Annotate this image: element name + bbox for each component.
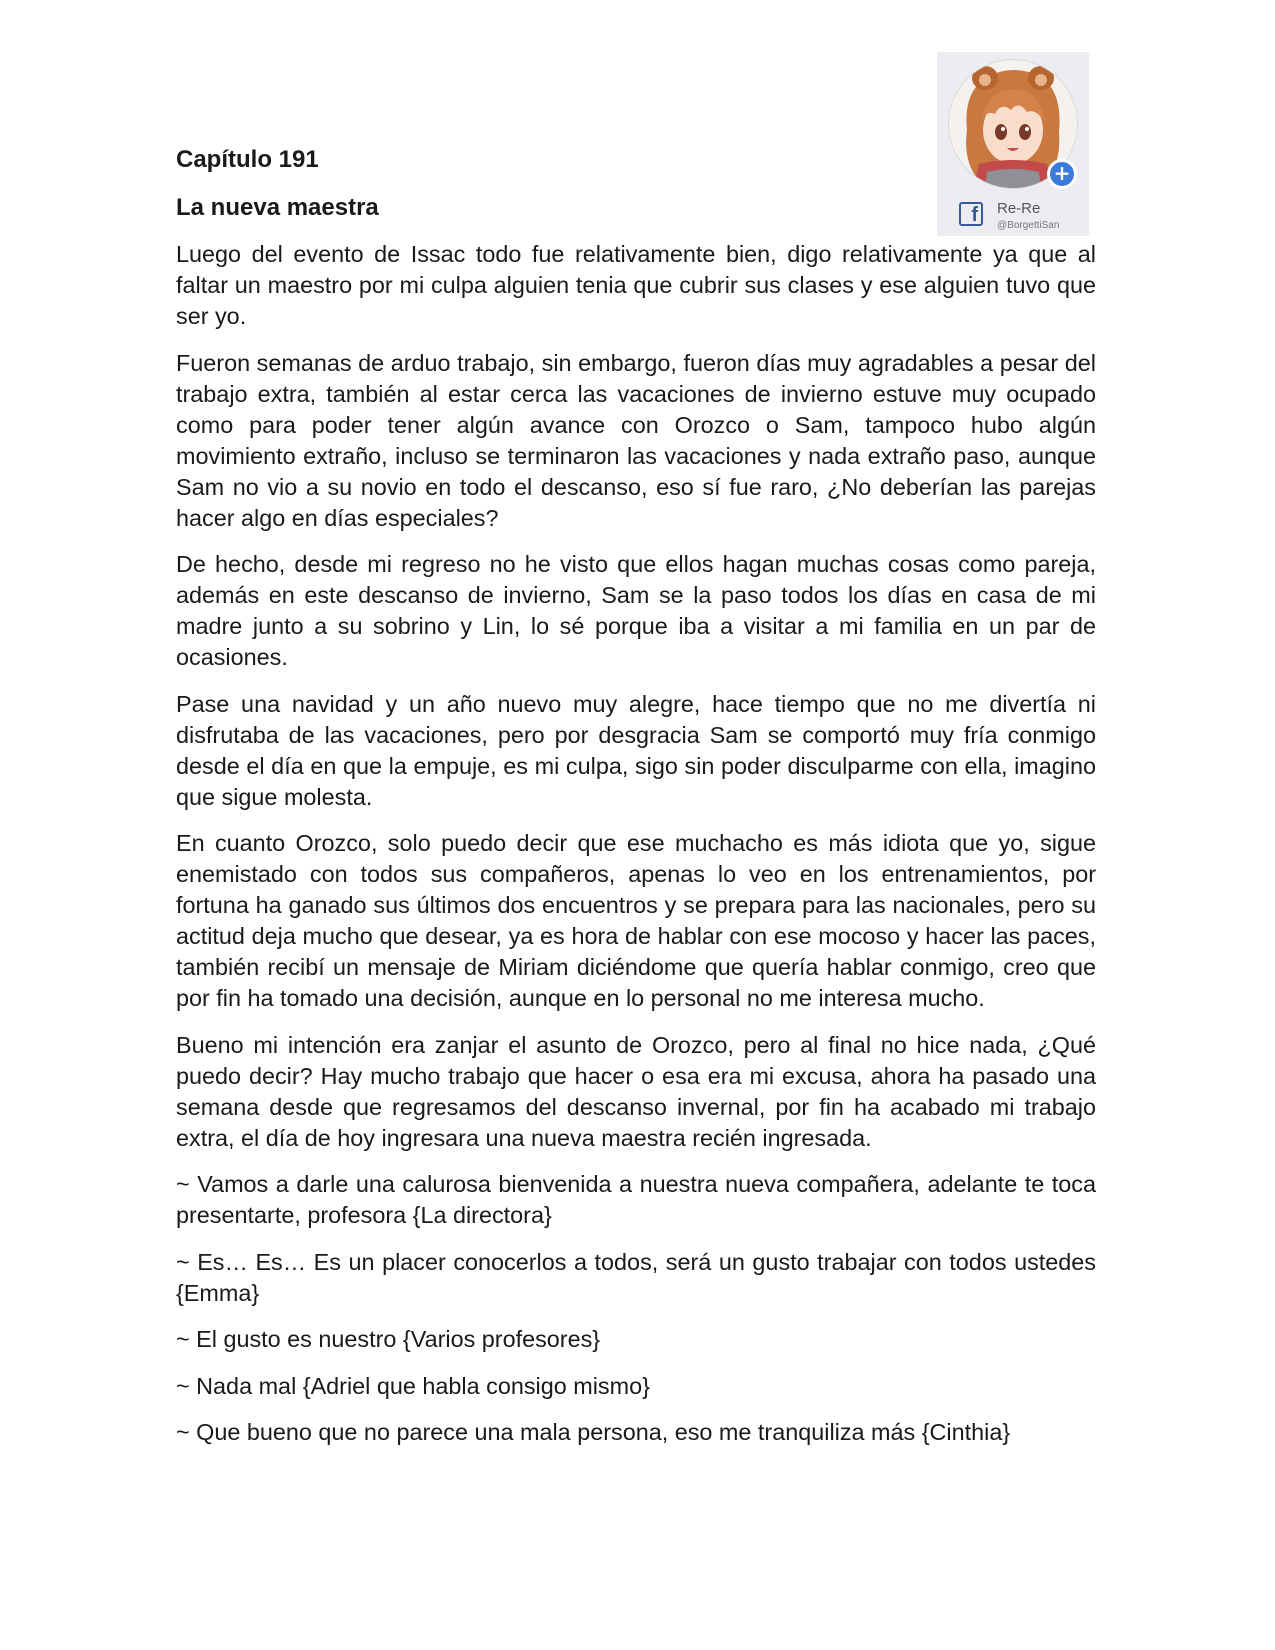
paragraph: Pase una navidad y un año nuevo muy alegre, hace tiempo que no me divertía ni disfrutaba de las vacaciones, pero por desgracia Sam se comportó muy fría conmigo desde el día en que la empuje, es mi culpa, sigo sin poder disculparme con ella, imagino que sigue molesta. (176, 690, 1096, 810)
facebook-icon: f (959, 202, 983, 226)
dialogue-line: ~ Vamos a darle una calurosa bienvenida a nuestra nueva compañera, adelante te toca presentarte, profesora {La directora} (176, 1171, 1096, 1228)
dialogue-line: ~ Es… Es… Es un placer conocerlos a todos, será un gusto trabajar con todos ustedes {Emma} (176, 1248, 1096, 1306)
profile-handle: @BorgettiSan (997, 220, 1060, 231)
profile-name: Re-Re (997, 200, 1041, 217)
chapter-title: La nueva maestra (176, 194, 379, 221)
paragraph: Luego del evento de Issac todo fue relativamente bien, digo relativamente ya que al faltar un maestro por mi culpa alguien tenia que cubrir sus clases y ese alguien tuvo que ser yo. (176, 241, 1096, 329)
paragraph: En cuanto Orozco, solo puedo decir que ese muchacho es más idiota que yo, sigue enemistado con todos sus compañeros, apenas lo veo en los entrenamientos, por fortuna ha ganado sus últimos dos encuentros y se prepara para las nacionales, pero su actitud deja mucho que desear, ya es hora de hablar con ese mocoso y hacer las paces, también recibí un mensaje de Miriam diciéndome que quería hablar conmigo, creo que por fin ha tomado una decisión, aunque en lo personal no me interesa mucho. (176, 830, 1096, 1011)
profile-card (937, 52, 1089, 236)
paragraph: Fueron semanas de arduo trabajo, sin embargo, fueron días muy agradables a pesar del trabajo extra, también al estar cerca las vacaciones de invierno estuve muy ocupado como para poder tener algún avance con Orozco o Sam, tampoco hubo algún movimiento extraño, incluso se terminaron las vacaciones y nada extraño paso, aunque Sam no vio a su novio en todo el descanso, eso sí fue raro, ¿No deberían las parejas hacer algo en días especiales? (176, 349, 1096, 531)
paragraph: Bueno mi intención era zanjar el asunto de Orozco, pero al final no hice nada, ¿Qué puedo decir? Hay mucho trabajo que hacer o esa era mi excusa, ahora ha pasado una semana desde que regresamos del descanso invernal, por fin ha acabado mi trabajo extra, el día de hoy ingresara una nueva maestra recién ingresada. (176, 1031, 1096, 1151)
chapter-number: Capítulo 191 (176, 146, 319, 173)
dialogue-line: ~ El gusto es nuestro {Varios profesores} (176, 1326, 601, 1352)
dialogue-line: ~ Nada mal {Adriel que habla consigo mismo} (176, 1372, 650, 1399)
follow-plus-icon[interactable]: + (1047, 159, 1077, 189)
chapter-body (176, 239, 1096, 1464)
paragraph: De hecho, desde mi regreso no he visto que ellos hagan muchas cosas como pareja, además en este descanso de invierno, Sam se la paso todos los días en casa de mi madre junto a su sobrino y Lin, lo sé porque iba a visitar a mi familia en un par de ocasiones. (176, 551, 1096, 670)
dialogue-line: ~ Que bueno que no parece una mala persona, eso me tranquiliza más {Cinthia} (176, 1419, 1011, 1445)
